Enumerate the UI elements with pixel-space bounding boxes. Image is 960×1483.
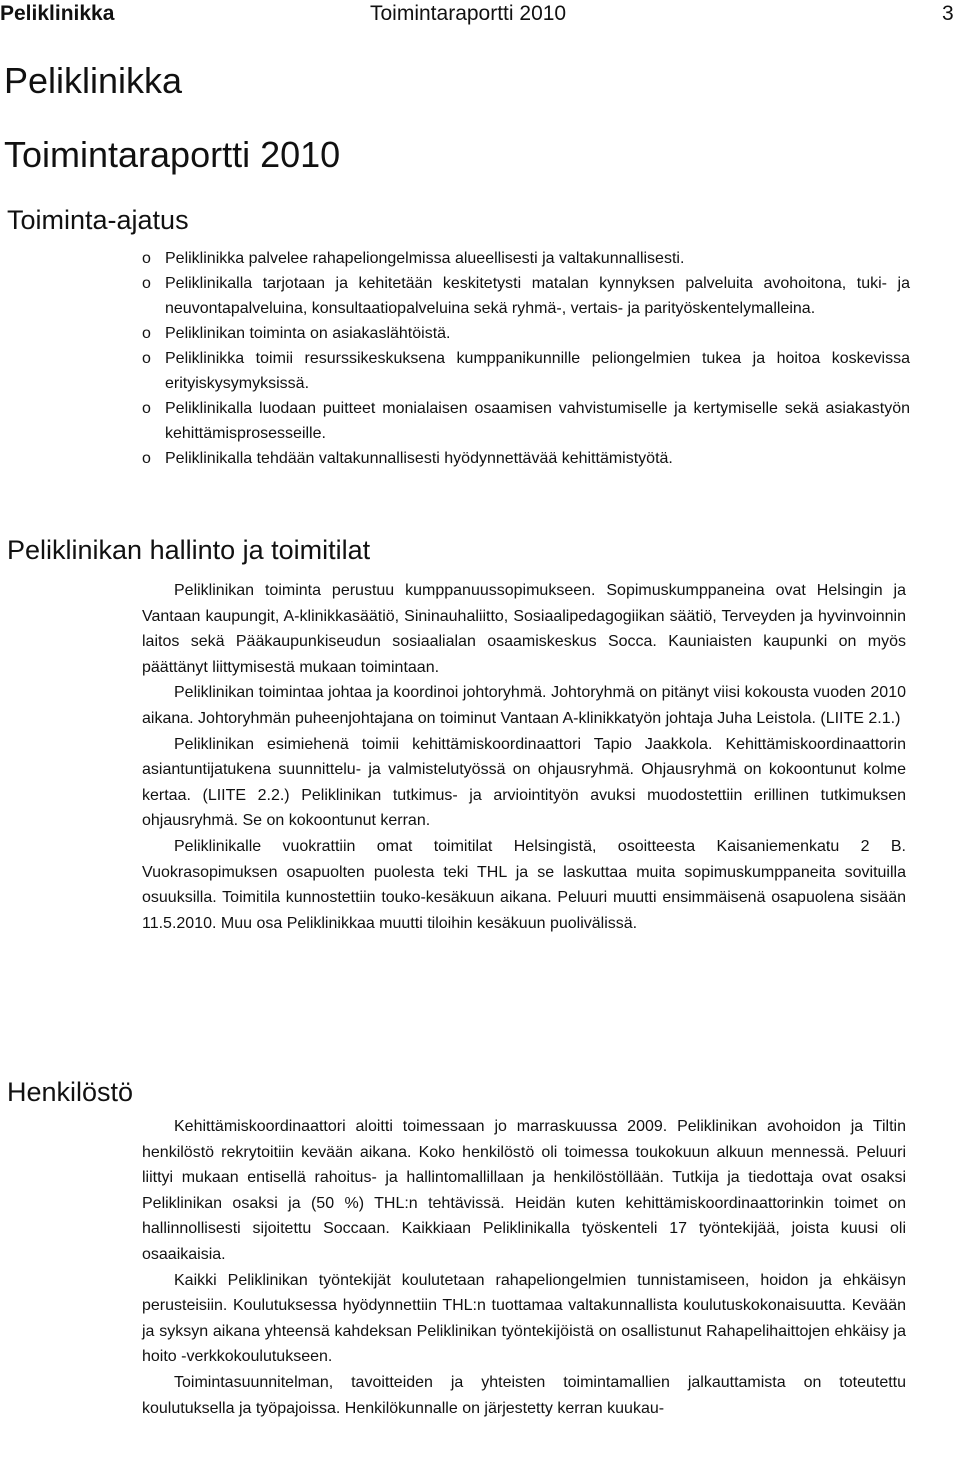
bullet-marker: o: [142, 325, 151, 342]
list-item: [142, 396, 910, 446]
bullet-marker: o: [142, 350, 151, 367]
header-center: Toimintaraportti 2010: [370, 2, 567, 25]
section-heading-henkilosto: Henkilöstö: [7, 1077, 134, 1107]
section-body-hallinto: [142, 578, 906, 936]
section-body-henkilosto: [142, 1114, 906, 1421]
list-item: [142, 246, 910, 271]
list-item-text: Peliklinikalla tarjotaan ja kehitetään keskitetysti matalan kynnyksen palveluita avohoitona, tuki- ja neuvontapalveluina, konsultaatiopalveluina sekä ryhmä-, vertais- ja parityöskentelymalleina.: [165, 275, 910, 317]
list-item: [142, 446, 910, 471]
list-item: [142, 271, 910, 321]
paragraph: Peliklinikan toiminta perustuu kumppanuussopimukseen. Sopimuskumppaneina ovat Helsingin ja Vantaan kaupungit, A-klinikkasäätiö, Sininauhaliitto, Sosiaalipedagogiikan säätiö, Terveyden ja hyvinvoinnin laitos sekä Pääkaupunkiseudun sosiaalialan osaamiskeskus Socca. Kauniaisten kaupunki on myös päättänyt liittymisestä mukaan toimintaan.: [142, 582, 906, 676]
paragraph: Peliklinikan esimiehenä toimii kehittämiskoordinaattori Tapio Jaakkola. Kehittämiskoordinaattorin asiantuntijatukena suunnittelu- ja valmistelutyössä on ohjausryhmä. Ohjausryhmä on kokoontunut kolme kertaa. (LIITE 2.2.) Peliklinikan tutkimus- ja arviointityön avuksi muodostettiin erillinen tutkimuksen ohjausryhmä. Se on kokoontunut kerran.: [142, 735, 906, 830]
paragraph: Toimintasuunnitelman, tavoitteiden ja yhteisten toimintamallien jalkauttamista on toteutettu koulutuksella ja työpajoissa. Henkilökunnalle on järjestetty kerran kuukau-: [142, 1373, 906, 1417]
paragraph: Kaikki Peliklinikan työntekijät koulutetaan rahapeliongelmien tunnistamiseen, hoidon ja ehkäisyn perusteisiin. Koulutuksessa hyödynnettiin THL:n tuottamaa valtakunnallista koulutuskokonaisuutta. Kevään ja syksyn aikana yhteensä kahdeksan Peliklinikan työntekijöistä on osallistunut Rahapelihaittojen ehkäisy ja hoito -verkkokoulutukseen.: [142, 1271, 906, 1366]
page-header: [0, 0, 960, 30]
bullet-marker: o: [142, 250, 151, 267]
list-item-text: Peliklinikan toiminta on asiakaslähtöistä.: [165, 325, 451, 342]
bullet-marker: o: [142, 400, 151, 417]
section-heading-hallinto: Peliklinikan hallinto ja toimitilat: [7, 535, 371, 565]
bullet-marker: o: [142, 450, 151, 467]
header-left: Peliklinikka: [0, 2, 115, 25]
list-item: [142, 321, 910, 346]
document-title: Peliklinikka: [4, 60, 183, 101]
list-item: [142, 346, 910, 396]
paragraph: Peliklinikan toimintaa johtaa ja koordinoi johtoryhmä. Johtoryhmä on pitänyt viisi kokousta vuoden 2010 aikana. Johtoryhmän puheenjohtajana on toiminut Vantaan A-klinikkatyön johtaja Juha Leistola. (LIITE 2.1.): [142, 684, 906, 727]
paragraph: Kehittämiskoordinaattori aloitti toimessaan jo marraskuussa 2009. Peliklinikan avohoidon ja Tiltin henkilöstö rekrytoitiin kevään aikana. Koko henkilöstö oli toimessa toukokuun alkuun mennessä. Peluuri liittyi mukaan entisellä rahoitus- ja hallintomallillaan ja henkilöstöllään. Tutkija ja tiedottaja ovat osaksi Peliklinikan osaksi ja (50 %) THL:n tehtävissä. Heidän kuten kehittämiskoordinaattorinkin toimet on hallinnollisesti sijoitettu Soccaan. Kaikkiaan Peliklinikalla työskenteli 17 työntekijää, joista kuusi oli osaaikaisia.: [142, 1118, 906, 1263]
bullet-list: [142, 246, 910, 471]
list-item-text: Peliklinikalla tehdään valtakunnallisesti hyödynnettävää kehittämistyötä.: [165, 450, 673, 467]
list-item-text: Peliklinikalla luodaan puitteet monialaisen osaamisen vahvistumiselle ja kertymiselle sekä asiakastyön kehittämisprosesseille.: [165, 400, 910, 442]
page-number: 3: [942, 2, 954, 25]
section-heading-toiminta-ajatus: Toiminta-ajatus: [7, 205, 189, 235]
list-item-text: Peliklinikka palvelee rahapeliongelmissa alueellisesti ja valtakunnallisesti.: [165, 250, 685, 267]
paragraph: Peliklinikalle vuokrattiin omat toimitilat Helsingistä, osoitteesta Kaisaniemenkatu 2 B. Vuokrasopimuksen osapuolten puolesta teki THL ja se laskuttaa muita sopimuskumppaneita sovituilla osuuksilla. Toimitila kunnostettiin touko-kesäkuun aikana. Peluuri muutti ensimmäisenä osapuolena sisään 11.5.2010. Muu osa Peliklinikkaa muutti tiloihin kesäkuun puolivälissä.: [142, 837, 906, 932]
list-item-text: Peliklinikka toimii resurssikeskuksena kumppanikunnille peliongelmien tukea ja hoitoa koskevissa erityiskysymyksissä.: [165, 350, 910, 392]
bullet-marker: o: [142, 275, 151, 292]
document-subtitle: Toimintaraportti 2010: [4, 134, 341, 175]
